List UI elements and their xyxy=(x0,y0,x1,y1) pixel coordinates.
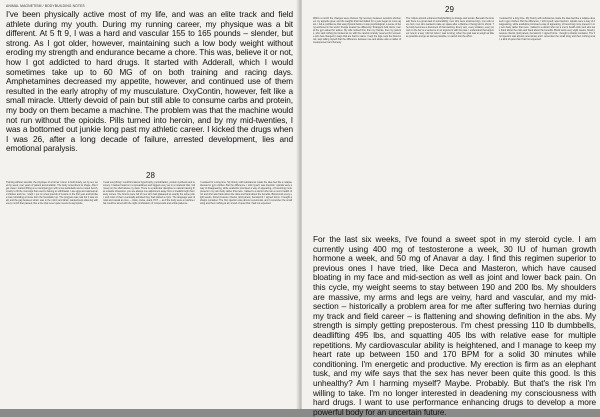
pull-text-left: I've been physically active most of my life, and was an elite track and field athlete during my youth. During my running career, my physique was a bit different. At 5 ft 9, I was a hard and vascular 155 to 165 pounds – slender, but strong. As I got older, however, maintaining such a low body weight without eroding my strength and endurance became a chore. This was, believe it or not, how I got addicted to hard drugs. It started with Adderall, which I would sometimes take up to 60 MG of on both training and racing days. Amphetamines decreased my appetite, however, and continued use of them resulted in the early atrophy of my musculature. OxyContin, however, felt like a small miracle. Utterly devoid of pain but still able to consume carbs and protein, my body on them became a machine. The problem was that the machine would not run without the opioids. Pills turned into heroin, and by my mid-twenties, I was a bottomed out junkie long past my athletic career. I kicked the drugs when I was 26, after a long decade of failure, arrested development, lies and emotional paralysis. xyxy=(6,9,293,154)
running-head: ANIMAL MAGNETISM / BODYBUILDING NOTES xyxy=(6,4,85,8)
page-number-left: 28 xyxy=(146,171,155,180)
body-column: Training without steroids, the physique of a former runner is built slowly, set by set, week by week, over years of patient accumulation. The body remembers its shape. After I got clean I started lifting at a municipal gym with a few kettlebells and a rusted bench, mostly to fill the mornings that used to belong to withdrawal. I ate eggs and oatmeal and chicken and rice. I slept. I put on a few pounds of muscle in the first year and felt like a man rebuilding a house from the foundation up. The progress was real but it was small, and the gap between what I saw in the mirror and what I wanted kept widening with every month that passed, like a line that never quite meets its asymptote. xyxy=(6,181,98,206)
right-page xyxy=(302,0,600,417)
body-column: I read everything I could find about hypertrophy, periodization, protein synthesis and recovery. I tracked macros in a spreadsheet and logged every set in a notebook that I still keep on the shelf above my desk. There is a particular discipline to natural training that rewards obsession: you are always one adjustment away from a breakthrough that rarely comes. The forums were full of men who had plateaued at exactly the same point, and most of them eventually admitted they had started a cycle. The language was clinical and casual at once — blast, cruise, stack, PCT — as if the body were a machine that could be tuned with the right combination of compounds and a little patience. xyxy=(103,181,195,206)
body-column: Within a month the changes were obvious. My recovery between sessions shortened, my appetite grew, and the weights that had stalled for a year began to move again. I felt a confidence that was physical before it was psychological, a sense of being anchored in the world. People treated me differently. Strangers held doors; men at the gym asked for advice. My wife noticed first, then my friends, then my parents, who said nothing but looked at me with the careful curiosity reserved for someone who has changed in ways that are hard to name. I kept the logs, kept the blood work, kept telling myself that the difference between use and abuse was a matter of measurement and honesty. xyxy=(313,17,401,45)
page-number-right: 29 xyxy=(445,5,454,14)
body-column: I resisted for a long time. My history with substances made the idea feel like a relapse dressed in gym clothes. But the difference, I told myself, was intention: opioids were a way of disappearing, while anabolics promised a way of appearing, of becoming more present in my own body rather than less. I talked to a doctor who ran a men's health clinic and who was frank about the risks and frank about the benefits. Blood work every eight weeks, blood pressure checks, lipid panels, hematocrit. I signed forms. I bought a sharps container. The first injection was almost ceremonial, and I remember the small sting and then nothing at all, a kind of quiet that I had not expected. xyxy=(200,181,292,206)
body-column: I resisted for a long time. My history with substances made the idea feel like a relapse dressed in gym clothes. But the difference, I told myself, was intention: opioids were a way of disappearing, while anabolics promised a way of appearing, of becoming more present in my own body rather than less. I talked to a doctor who ran a men's health clinic and who was frank about the risks and frank about the benefits. Blood work every eight weeks, blood pressure checks, lipid panels, hematocrit. I signed forms. I bought a sharps container. The first injection was almost ceremonial, and I remember the small sting and then nothing at all, a kind of quiet that I had not expected. xyxy=(499,17,595,42)
left-page xyxy=(0,0,298,409)
body-column: The culture around enhanced bodybuilding is strange and tender. Beneath the bravado there is a great deal of vulnerability: men who were small as boys, men who were hurt, men who wanted to take up space after a lifetime of being told to shrink. The body becomes a document of that wanting. Every vein, every striation, every pound on the bar is a sentence in an argument with the past. I understand that argument now in a way I did not when I was running, when the goal was to weigh as little as possible and go as fast as possible, to vanish into the effort. xyxy=(406,17,494,39)
pull-text-right: For the last six weeks, I've found a sweet spot in my steroid cycle. I am currently using 400 mg of testosterone a week, 30 IU of human growth hormone a week, and 50 mg of Anavar a day. I find this regimen superior to previous ones I have tried, like Deca and Masteron, which have caused bloating in my face and mid-section as well as joint and lower back pain. On this cycle, my weight seems to stay between 190 and 200 lbs. My shoulders are massive, my arms and legs are veiny, hard and vascular, and my mid-section – historically a problem area for me after suffering two hernias during my track and field career – is flattening and showing definition in the abs. My strength is simply getting preposterous. I'm chest pressing 110 lb dumbbells, deadlifting 495 lbs, and squatting 405 lbs with relative ease for multiple repetitions. My cardiovascular ability is heightened, and I manage to keep my heart rate up between 150 and 170 BPM for a solid 30 minutes while conditioning. I'm energetic and productive. My erection is firm as an elephant tusk, and my wife says that the sex has never been quite this good. Is this unhealthy? Am I harming myself? Maybe. Probably. But that's the risk I'm willing to take. I'm no longer interested in deadening my consciousness with hard drugs. I want to use performance enhancing drugs to develop a more powerful body for an uncertain future. xyxy=(313,234,596,417)
